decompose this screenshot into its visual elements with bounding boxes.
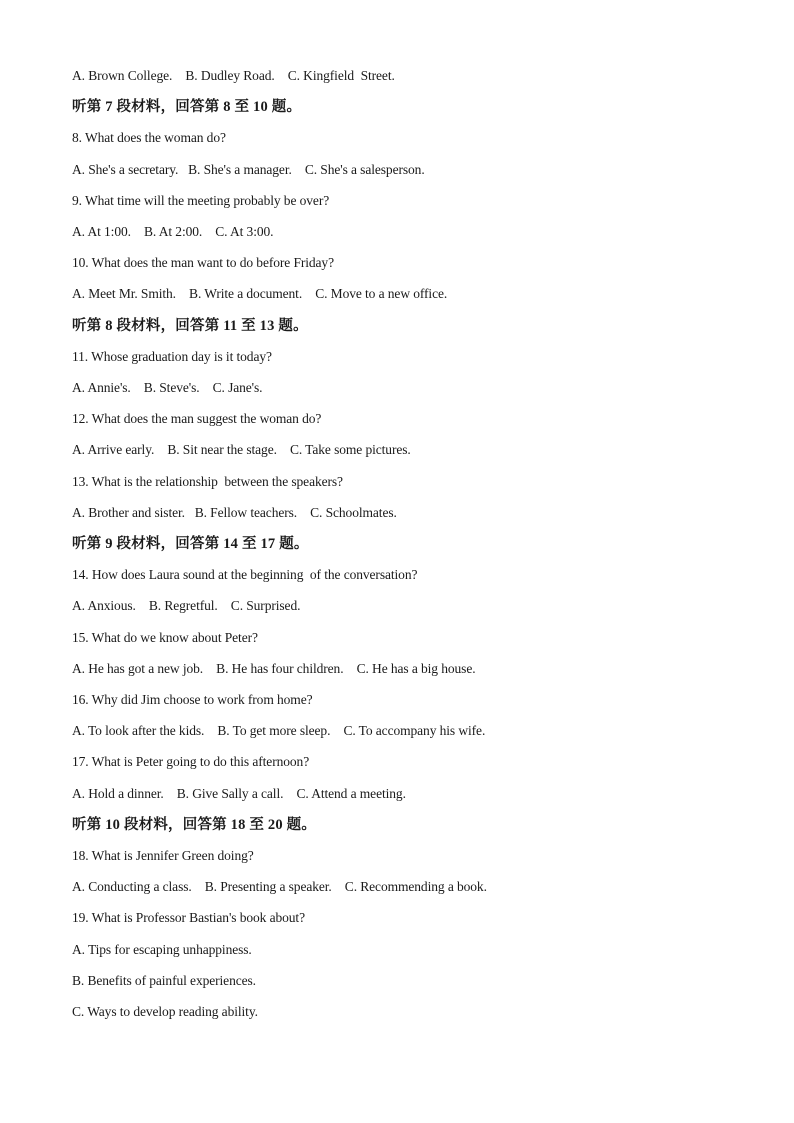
question-text: 15. What do we know about Peter? xyxy=(72,629,258,645)
answer-options: A. Annie's. B. Steve's. C. Jane's. xyxy=(72,380,263,395)
question-text: 12. What does the man suggest the woman do? xyxy=(72,411,322,427)
section-heading: 听第 9 段材料，回答第 14 至 17 题。 xyxy=(72,536,309,552)
answer-options: A. Arrive early. B. Sit near the stage. C. Take some pictures. xyxy=(72,442,411,458)
question-text: 18. What is Jennifer Green doing? xyxy=(72,848,254,863)
section-heading: 听第 10 段材料，回答第 18 至 20 题。 xyxy=(72,816,317,833)
answer-options: A. Brown College. B. Dudley Road. C. Kingfield Street. xyxy=(72,68,395,83)
answer-options: A. Conducting a class. B. Presenting a speaker. C. Recommending a book. xyxy=(72,879,487,895)
answer-options: A. Brother and sister. B. Fellow teachers. C. Schoolmates. xyxy=(72,504,397,520)
question-text: 10. What does the man want to do before Friday? xyxy=(72,255,334,271)
question-text: 14. How does Laura sound at the beginning of the conversation? xyxy=(72,567,418,583)
section-heading: 听第 8 段材料，回答第 11 至 13 题。 xyxy=(72,317,308,334)
question-text: 11. Whose graduation day is it today? xyxy=(72,348,272,364)
question-text: 8. What does the woman do? xyxy=(72,130,226,146)
answer-options: A. Anxious. B. Regretful. C. Surprised. xyxy=(72,598,301,614)
answer-option: A. Tips for escaping unhappiness. xyxy=(72,941,252,957)
section-heading: 听第 7 段材料，回答第 8 至 10 题。 xyxy=(72,99,302,116)
answer-options: A. At 1:00. B. At 2:00. C. At 3:00. xyxy=(72,224,274,239)
answer-options: A. Hold a dinner. B. Give Sally a call. C. Attend a meeting. xyxy=(72,785,406,801)
answer-option: B. Benefits of painful experiences. xyxy=(72,972,256,988)
question-text: 17. What is Peter going to do this afternoon? xyxy=(72,754,310,770)
question-text: 13. What is the relationship between the speakers? xyxy=(72,473,343,489)
answer-options: A. Meet Mr. Smith. B. Write a document. C. Move to a new office. xyxy=(72,286,448,302)
answer-options: A. To look after the kids. B. To get more sleep. C. To accompany his wife. xyxy=(72,723,486,739)
question-text: 19. What is Professor Bastian's book about? xyxy=(72,910,305,926)
answer-options: A. She's a secretary. B. She's a manager. C. She's a salesperson. xyxy=(72,161,425,177)
answer-options: A. He has got a new job. B. He has four children. C. He has a big house. xyxy=(72,660,476,676)
answer-option: C. Ways to develop reading ability. xyxy=(72,1004,258,1019)
question-text: 9. What time will the meeting probably be over? xyxy=(72,192,330,208)
question-text: 16. Why did Jim choose to work from home? xyxy=(72,692,313,707)
